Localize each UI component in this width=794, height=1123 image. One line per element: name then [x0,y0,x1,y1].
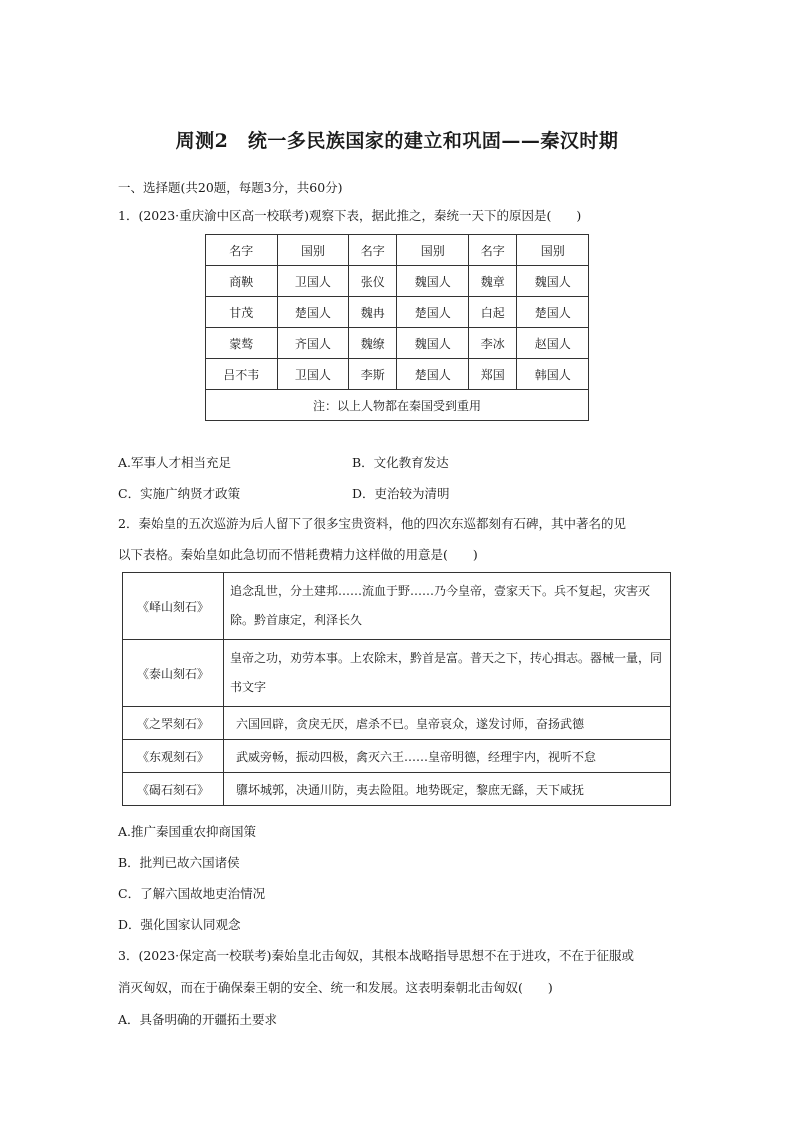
table-header-cell: 名字 [206,235,278,266]
table-row [123,740,671,773]
table-cell: 李斯 [349,359,397,390]
table-cell: 楚国人 [397,297,469,328]
table-header-cell: 国别 [517,235,589,266]
inscription-name: 《东观刻石》 [123,740,224,773]
table-row [206,359,589,390]
q1-option-c: C．实施广纳贤才政策 [118,486,241,501]
q2-option-a: A.推广秦国重农抑商国策 [118,824,257,839]
table-cell: 魏章 [469,266,517,297]
q1-table [205,234,589,421]
table-row [206,297,589,328]
table-header-row [206,235,589,266]
table-cell: 甘茂 [206,297,278,328]
page-title: 周测2 统一多民族国家的建立和巩固——秦汉时期 [175,130,619,152]
table-cell: 卫国人 [277,266,349,297]
inscription-text: 皇帝之功，劝劳本事。上农除末，黔首是富。普天之下，抟心揖志。器械一量，同书文字 [224,640,671,707]
table-row [123,773,671,806]
table-row [123,707,671,740]
inscription-text: 武威旁畅，振动四极，禽灭六王……皇帝明德，经理宇内，视听不怠 [224,740,671,773]
inscription-name: 《峄山刻石》 [123,573,224,640]
table-row [123,573,671,640]
table-header-cell: 国别 [277,235,349,266]
table-cell: 商鞅 [206,266,278,297]
table-cell: 齐国人 [277,328,349,359]
table-row [206,266,589,297]
table-cell: 魏冉 [349,297,397,328]
q3-stem-line1: 3．(2023·保定高一校联考)秦始皇北击匈奴，其根本战略指导思想不在于进攻，不在于征服或 [118,948,634,963]
table-cell: 吕不韦 [206,359,278,390]
q2-stem-line1: 2．秦始皇的五次巡游为后人留下了很多宝贵资料，他的四次东巡都刻有石碑，其中著名的见 [118,516,626,531]
table-note: 注：以上人物都在秦国受到重用 [206,390,589,421]
table-cell: 张仪 [349,266,397,297]
inscription-name: 《泰山刻石》 [123,640,224,707]
table-cell: 魏国人 [397,328,469,359]
q2-stem-line2: 以下表格。秦始皇如此急切而不惜耗费精力这样做的用意是( ) [118,547,478,562]
table-cell: 李冰 [469,328,517,359]
table-note-row [206,390,589,421]
q2-option-c: C．了解六国故地吏治情况 [118,886,266,901]
table-cell: 白起 [469,297,517,328]
table-header-cell: 名字 [349,235,397,266]
table-cell: 楚国人 [517,297,589,328]
q1-option-a: A.军事人才相当充足 [118,455,232,470]
inscription-name: 《之罘刻石》 [123,707,224,740]
table-cell: 楚国人 [397,359,469,390]
q1-option-d: D．吏治较为清明 [352,486,450,501]
table-cell: 卫国人 [277,359,349,390]
q2-option-b: B．批判已故六国诸侯 [118,855,240,870]
inscription-text: 隳坏城郭，决通川防，夷去险阻。地势既定，黎庶无繇，天下咸抚 [224,773,671,806]
table-cell: 魏国人 [397,266,469,297]
inscription-name: 《碣石刻石》 [123,773,224,806]
inscription-text: 六国回辟，贪戾无厌，虐杀不已。皇帝哀众，遂发讨师，奋扬武德 [224,707,671,740]
table-cell: 韩国人 [517,359,589,390]
q1-option-b: B．文化教育发达 [352,455,449,470]
table-cell: 魏缭 [349,328,397,359]
q1-stem: 1．(2023·重庆渝中区高一校联考)观察下表，据此推之，秦统一天下的原因是( ) [118,208,582,223]
q3-option-a: A．具备明确的开疆拓土要求 [118,1012,278,1027]
table-cell: 魏国人 [517,266,589,297]
inscription-text: 追念乱世，分土建邦……流血于野……乃今皇帝，壹家天下。兵不复起，灾害灭除。黔首康定，利泽长久 [224,573,671,640]
section-heading: 一、选择题(共20题，每题3分，共60分) [118,180,343,195]
q2-table [122,572,671,806]
table-cell: 郑国 [469,359,517,390]
table-cell: 楚国人 [277,297,349,328]
table-cell: 蒙骜 [206,328,278,359]
q2-option-d: D．强化国家认同观念 [118,917,241,932]
table-header-cell: 国别 [397,235,469,266]
table-cell: 赵国人 [517,328,589,359]
table-row [123,640,671,707]
q3-stem-line2: 消灭匈奴，而在于确保秦王朝的安全、统一和发展。这表明秦朝北击匈奴( ) [118,980,553,995]
table-header-cell: 名字 [469,235,517,266]
table-row [206,328,589,359]
